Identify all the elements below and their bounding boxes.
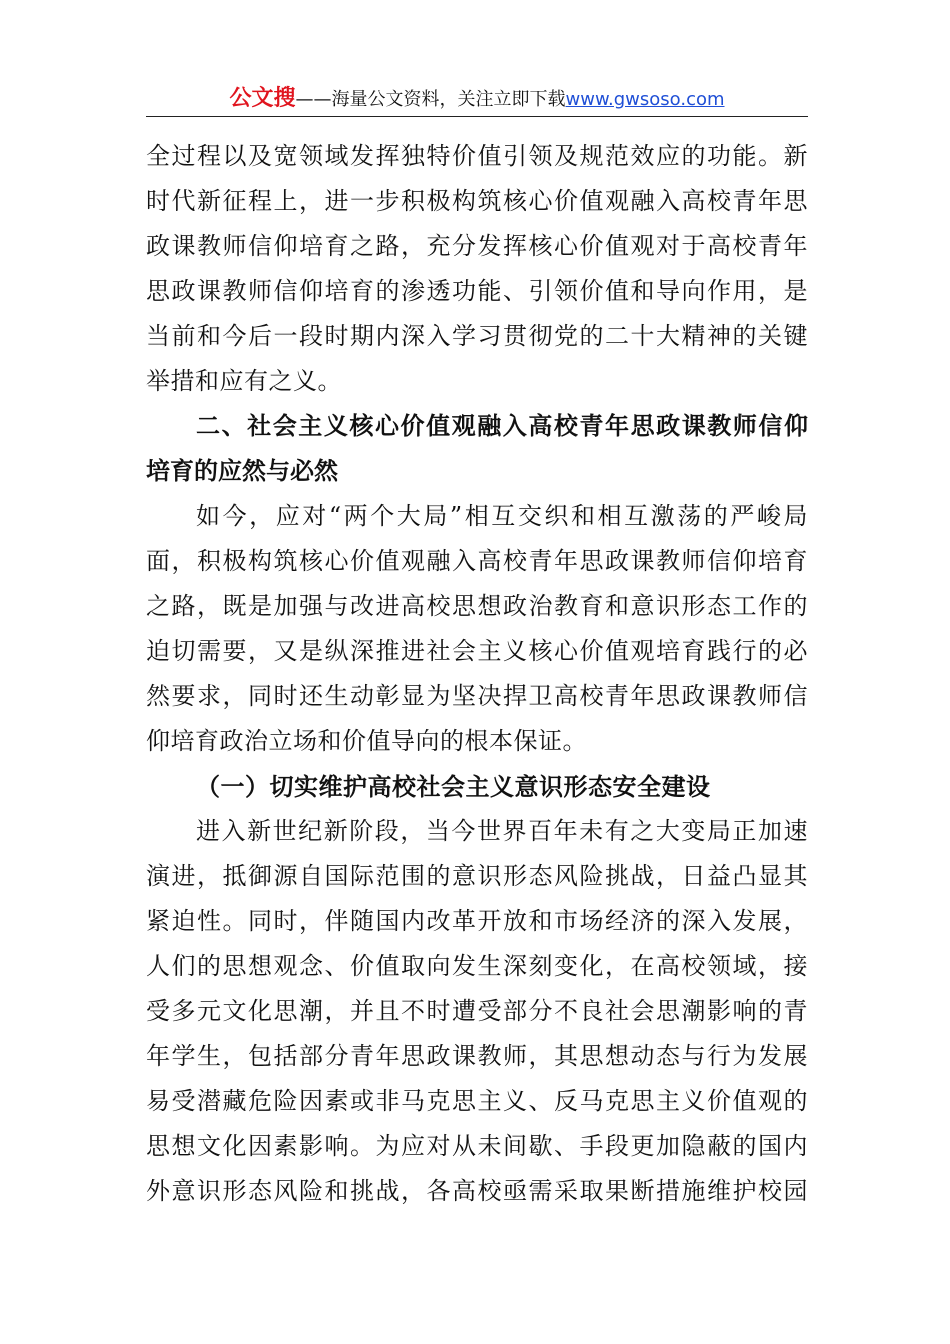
- site-link[interactable]: www.gwsoso.com: [565, 89, 725, 110]
- header-divider: [146, 116, 808, 117]
- brand-logo-text: 公文搜: [229, 86, 296, 111]
- section-heading: 二、社会主义核心价值观融入高校青年思政课教师信仰: [196, 412, 808, 440]
- body-line: 紧迫性。同时，伴随国内改革开放和市场经济的深入发展，: [146, 907, 808, 935]
- header-tagline: ——海量公文资料，关注立即下载: [295, 89, 566, 110]
- body-line: 人们的思想观念、价值取向发生深刻变化，在高校领域，接: [146, 952, 808, 980]
- body-line: 全过程以及宽领域发挥独特价值引领及规范效应的功能。新: [146, 142, 808, 170]
- body-line: 思想文化因素影响。为应对从未间歇、手段更加隐蔽的国内: [146, 1132, 808, 1160]
- body-line: 当前和今后一段时期内深入学习贯彻党的二十大精神的关键: [146, 322, 808, 350]
- page-header: [146, 84, 808, 114]
- body-line: 然要求，同时还生动彰显为坚决捍卫高校青年思政课教师信: [146, 682, 808, 710]
- body-line: 举措和应有之义。: [146, 367, 342, 395]
- body-line: 时代新征程上，进一步积极构筑核心价值观融入高校青年思: [146, 187, 808, 215]
- body-line: 进入新世纪新阶段，当今世界百年未有之大变局正加速: [196, 817, 808, 845]
- document-body: [146, 134, 808, 1214]
- body-line: 年学生，包括部分青年思政课教师，其思想动态与行为发展: [146, 1042, 808, 1070]
- body-line: 外意识形态风险和挑战，各高校亟需采取果断措施维护校园: [146, 1177, 808, 1205]
- body-line: 受多元文化思潮，并且不时遭受部分不良社会思潮影响的青: [146, 997, 808, 1025]
- body-line: 迫切需要，又是纵深推进社会主义核心价值观培育践行的必: [146, 637, 808, 665]
- body-line: 易受潜藏危险因素或非马克思主义、反马克思主义价值观的: [146, 1087, 808, 1115]
- body-line: 演进，抵御源自国际范围的意识形态风险挑战，日益凸显其: [146, 862, 808, 890]
- body-line: 思政课教师信仰培育的渗透功能、引领价值和导向作用，是: [146, 277, 808, 305]
- body-line: 政课教师信仰培育之路，充分发挥核心价值观对于高校青年: [146, 232, 808, 260]
- body-line: 面，积极构筑核心价值观融入高校青年思政课教师信仰培育: [146, 547, 808, 575]
- section-heading-cont: 培育的应然与必然: [146, 457, 338, 485]
- body-line: 之路，既是加强与改进高校思想政治教育和意识形态工作的: [146, 592, 808, 620]
- body-line: 如今，应对“两个大局”相互交织和相互激荡的严峻局: [196, 502, 808, 530]
- body-line: 仰培育政治立场和价值导向的根本保证。: [146, 727, 587, 755]
- subsection-heading: （一）切实维护高校社会主义意识形态安全建设: [196, 772, 711, 801]
